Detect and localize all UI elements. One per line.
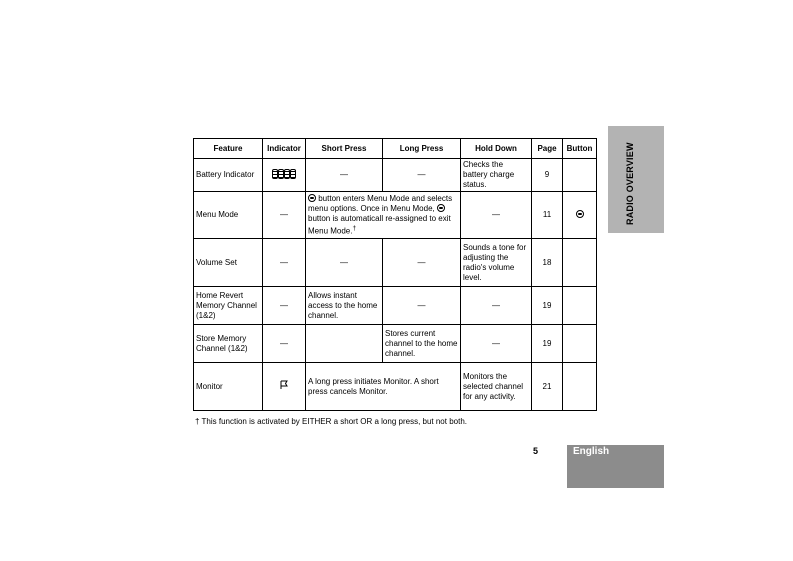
long-press-cell: — [383,239,461,287]
hold-down-cell: — [461,287,532,325]
hold-down-cell: Checks the battery charge status. [461,159,532,192]
short-press-cell [306,325,383,363]
feature-cell: Store Memory Channel (1&2) [194,325,263,363]
feature-cell: Battery Indicator [194,159,263,192]
section-tab-label: RADIO OVERVIEW [625,142,635,225]
button-cell [563,159,597,192]
button-cell [563,363,597,411]
long-press-cell: — [383,287,461,325]
short-long-press-cell: A long press initiates Monitor. A short press cancels Monitor. [306,363,461,411]
long-press-cell: Stores current channel to the home channel. [383,325,461,363]
button-cell [563,287,597,325]
menu-button-icon [437,204,445,212]
page-cell: 9 [532,159,563,192]
short-press-cell: Allows instant access to the home channel. [306,287,383,325]
button-cell [563,192,597,239]
short-press-text-2: button is automaticall re-assigned to exit Menu Mode. [308,213,451,236]
table-row [194,287,597,325]
table-row [194,159,597,192]
short-press-text-1: button enters Menu Mode and selects menu options. Once in Menu Mode, [308,193,453,213]
indicator-cell: — [263,287,306,325]
feature-table [193,138,597,411]
table-row [194,239,597,287]
monitor-flag-icon [280,380,289,390]
language-tab-label: English [573,446,610,457]
indicator-cell: — [263,325,306,363]
feature-cell: Menu Mode [194,192,263,239]
battery-level-icon [272,169,296,179]
section-tab [608,126,664,233]
short-press-cell: — [306,159,383,192]
button-cell [563,239,597,287]
page-cell: 19 [532,287,563,325]
table-row [194,325,597,363]
header-page: Page [532,139,563,159]
header-hold-down: Hold Down [461,139,532,159]
hold-down-cell: — [461,325,532,363]
hold-down-cell: Monitors the selected channel for any activity. [461,363,532,411]
feature-cell: Volume Set [194,239,263,287]
header-feature: Feature [194,139,263,159]
footnote-marker: † [352,224,357,232]
header-indicator: Indicator [263,139,306,159]
indicator-cell: — [263,239,306,287]
indicator-cell [263,363,306,411]
menu-button-icon [576,210,584,218]
page-cell: 21 [532,363,563,411]
hold-down-cell: Sounds a tone for adjusting the radio's volume level. [461,239,532,287]
header-long-press: Long Press [383,139,461,159]
table-row [194,192,597,239]
page-number: 5 [533,446,539,456]
language-tab [567,445,664,488]
indicator-cell: — [263,192,306,239]
menu-button-icon [308,194,316,202]
button-cell [563,325,597,363]
hold-down-cell: — [461,192,532,239]
short-press-cell [306,192,461,239]
page-cell: 18 [532,239,563,287]
indicator-cell [263,159,306,192]
short-press-cell: — [306,239,383,287]
feature-cell: Monitor [194,363,263,411]
feature-cell: Home Revert Memory Channel (1&2) [194,287,263,325]
footnote: † This function is activated by EITHER a short OR a long press, but not both. [195,417,467,426]
long-press-cell: — [383,159,461,192]
header-short-press: Short Press [306,139,383,159]
table-header-row [194,139,597,159]
page-cell: 19 [532,325,563,363]
table-row [194,363,597,411]
header-button: Button [563,139,597,159]
page-cell: 11 [532,192,563,239]
